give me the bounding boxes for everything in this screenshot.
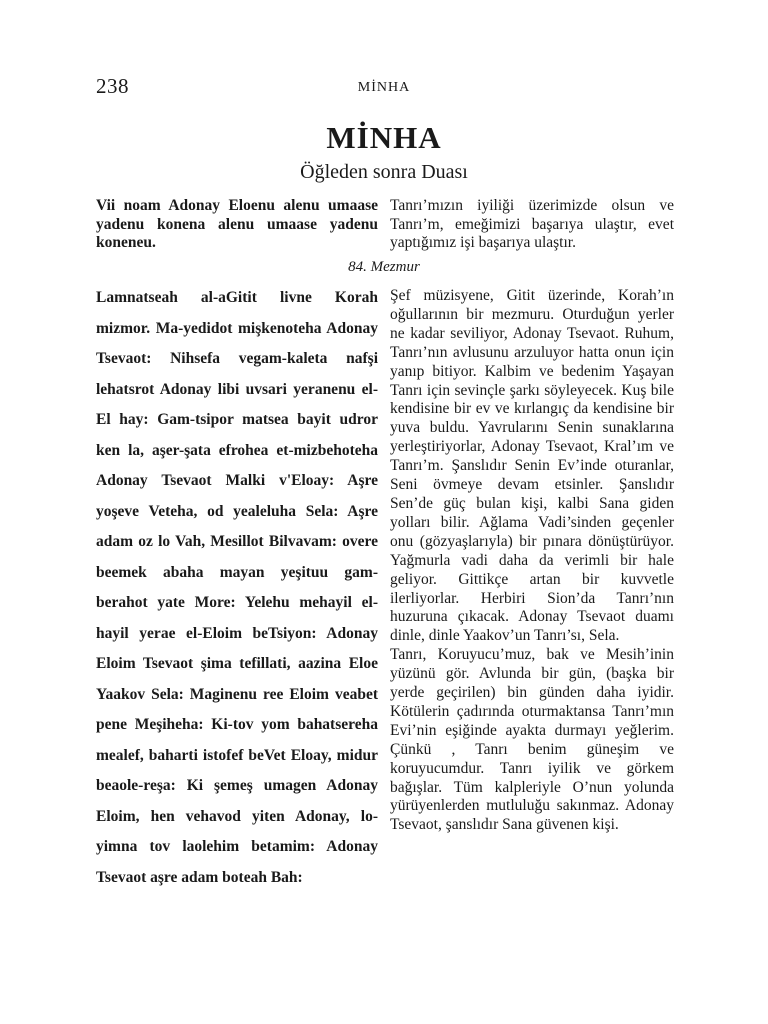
page-title: MİNHA bbox=[326, 120, 442, 155]
psalm-transliteration: Lamnatseah al-aGitit livne Korah mizmor. Ma-yedidot mişkenoteha Adonay Tsevaot: Nihsefa vegam-kaleta nafşi lehatsrot Adonay libi uvsari yeranenu el-El hay: Gam-tsipor matsea bayit udror ken la, aşer-şata efrohea et-mizbehoteha Adonay Tsevaot Malki v'Eloay: Aşre yoşeve Veteha, od yealeluha Sela: Aşre adam oz lo Vah, Mesillot Bilvavam: overe beemek abaha mayan yeşituu gam-berahot yate More: Yelehu mehayil el-hayil yerae el-Eloim beTsiyon: Adonay Eloim Tsevaot şima tefillati, aazina Eloe Yaakov Sela: Maginenu ree Eloim veabet pene Meşiheha: Ki-tov yom bahatsereha mealef, baharti istofef beVet Eloay, midur beaole-reşa: Ki şemeş umagen Adonay Eloim, hen vehavod yiten Adonay, lo-yimna tov laolehim betamim: Adonay Tsevaot aşre adam boteah Bah: bbox=[96, 289, 378, 886]
page-subtitle: Öğleden sonra Duası bbox=[300, 161, 468, 183]
intro-transliteration: Vii noam Adonay Eloenu alenu umaase yadenu konena alenu umaase yadenu koneneu. bbox=[96, 197, 378, 251]
psalm-translation bbox=[390, 287, 674, 835]
psalm-translation-paragraph-2: Tanrı, Koruyucu’muz, bak ve Mesih’inin yüzünü gör. Avlunda bir gün, (başka bir yerde geçirilen) bin günden daha iyidir. Kötülerin çadırında oturmaktansa Tanrı’mın Evi’nin eşiğinde ayakta durmayı yeğlerim. Çünkü , Tanrı benim güneşim ve koruyucumdur. Tanrı iyilik ve görkem bağışlar. Tüm kalpleriyle O’nun yolunda yürüyenlerden mutluluğu sakınmaz. Adonay Tsevaot, şanslıdır Sana güvenen kişi. bbox=[390, 646, 674, 834]
intro-translation: Tanrı’mızın iyiliği üzerimizde olsun ve Tanrı’m, emeğimizi başarıya ulaştır, evet yaptığımız işi başarıya ulaştır. bbox=[390, 197, 674, 251]
psalm-translation-paragraph-1: Şef müzisyene, Gitit üzerinde, Korah’ın oğullarının bir mezmuru. Oturduğun yerler ne kadar seviliyor, Adonay Tsevaot. Ruhum, Tanrı’nın avlusunu arzuluyor hatta onun için yanıp bitiyor. Kalbim ve bedenim Yaşayan Tanrı için sevinçle şarkı söyleyecek. Kuş bile kendisine bir ev ve kırlangıç da kendisine bir yuva buldu. Yavrularını Senin sunaklarına yerleştiriyorlar, Adonay Tsevaot, Kral’ım ve Tanrı’m. Şanslıdır Senin Ev’inde oturanlar, Seni övmeye devam etsinler. Şanslıdır Sen’de güç bulan kişi, kalbi Sana giden yolları bilir. Ağlama Vadi’sinden geçenler onu (gözyaşlarıyla) bir pınara dönüştürüyor. Yağmurla vadi daha da verimli bir hale geliyor. Gittikçe artan bir kuvvetle ilerliyorlar. Herbiri Sion’da Tanrı’nın huzuruna çıkacak. Adonay Tsevaot duamı dinle, dinle Yaakov’un Tanrı’sı, Sela. bbox=[390, 287, 674, 645]
page-number: 238 bbox=[96, 74, 129, 98]
section-label: 84. Mezmur bbox=[348, 259, 420, 275]
running-head: MİNHA bbox=[357, 80, 411, 95]
